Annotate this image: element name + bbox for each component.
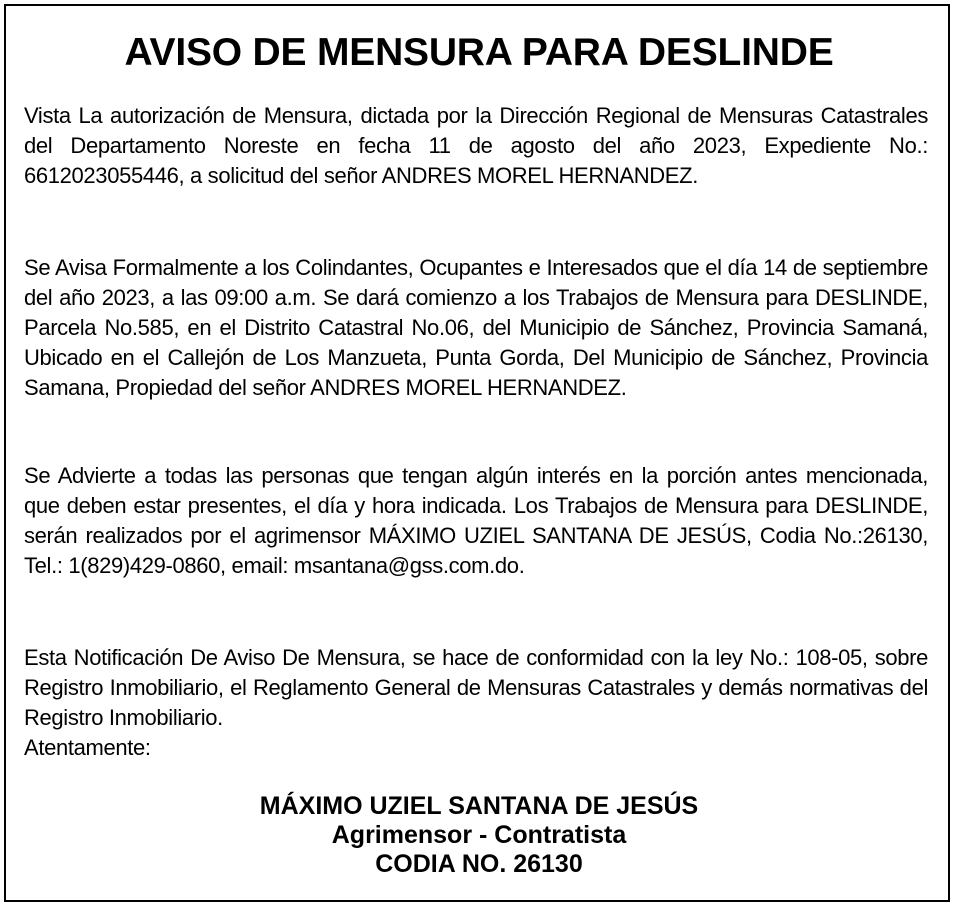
closing-salutation: Atentamente:: [24, 735, 151, 760]
paragraph-formal-notice: Se Avisa Formalmente a los Colindantes, Ocupantes e Interesados que el día 14 de septiembre del año 2023, a las 09:00 a.m. Se dará comienzo a los Trabajos de Mensura para DESLINDE, Parcela No.585, en el Distrito Catastral No.06, del Municipio de Sánchez, Provincia Samaná, Ubicado en el Callejón de Los Manzueta, Punta Gorda, Del Municipio de Sánchez, Provincia Samana, Propiedad del señor ANDRES MOREL HERNANDEZ.: [24, 255, 928, 400]
notice-title: AVISO DE MENSURA PARA DESLINDE: [124, 31, 834, 74]
notice-frame: [4, 4, 950, 902]
signature-role: Agrimensor - Contratista: [331, 821, 627, 849]
paragraph-authorization: Vista La autorización de Mensura, dictada por la Dirección Regional de Mensuras Catastrales del Departamento Noreste en fecha 11 de agosto del año 2023, Expediente No.: 6612023055446, a solicitud del señor ANDRES MOREL HERNANDEZ.: [24, 103, 928, 188]
paragraph-warning: Se Advierte a todas las personas que tengan algún interés en la porción antes mencionada, que deben estar presentes, el día y hora indicada. Los Trabajos de Mensura para DESLINDE, serán realizados por el agrimensor MÁXIMO UZIEL SANTANA DE JESÚS, Codia No.:26130, Tel.: 1(829)429-0860, email: msantana@gss.com.do.: [24, 463, 928, 578]
signature-codia: CODIA NO. 26130: [375, 850, 583, 878]
signature-name: MÁXIMO UZIEL SANTANA DE JESÚS: [259, 792, 699, 820]
paragraph-legal-basis: Esta Notificación De Aviso De Mensura, se hace de conformidad con la ley No.: 108-05, sobre Registro Inmobiliario, el Reglamento General de Mensuras Catastrales y demás normativas del Registro Inmobiliario.: [24, 645, 928, 730]
